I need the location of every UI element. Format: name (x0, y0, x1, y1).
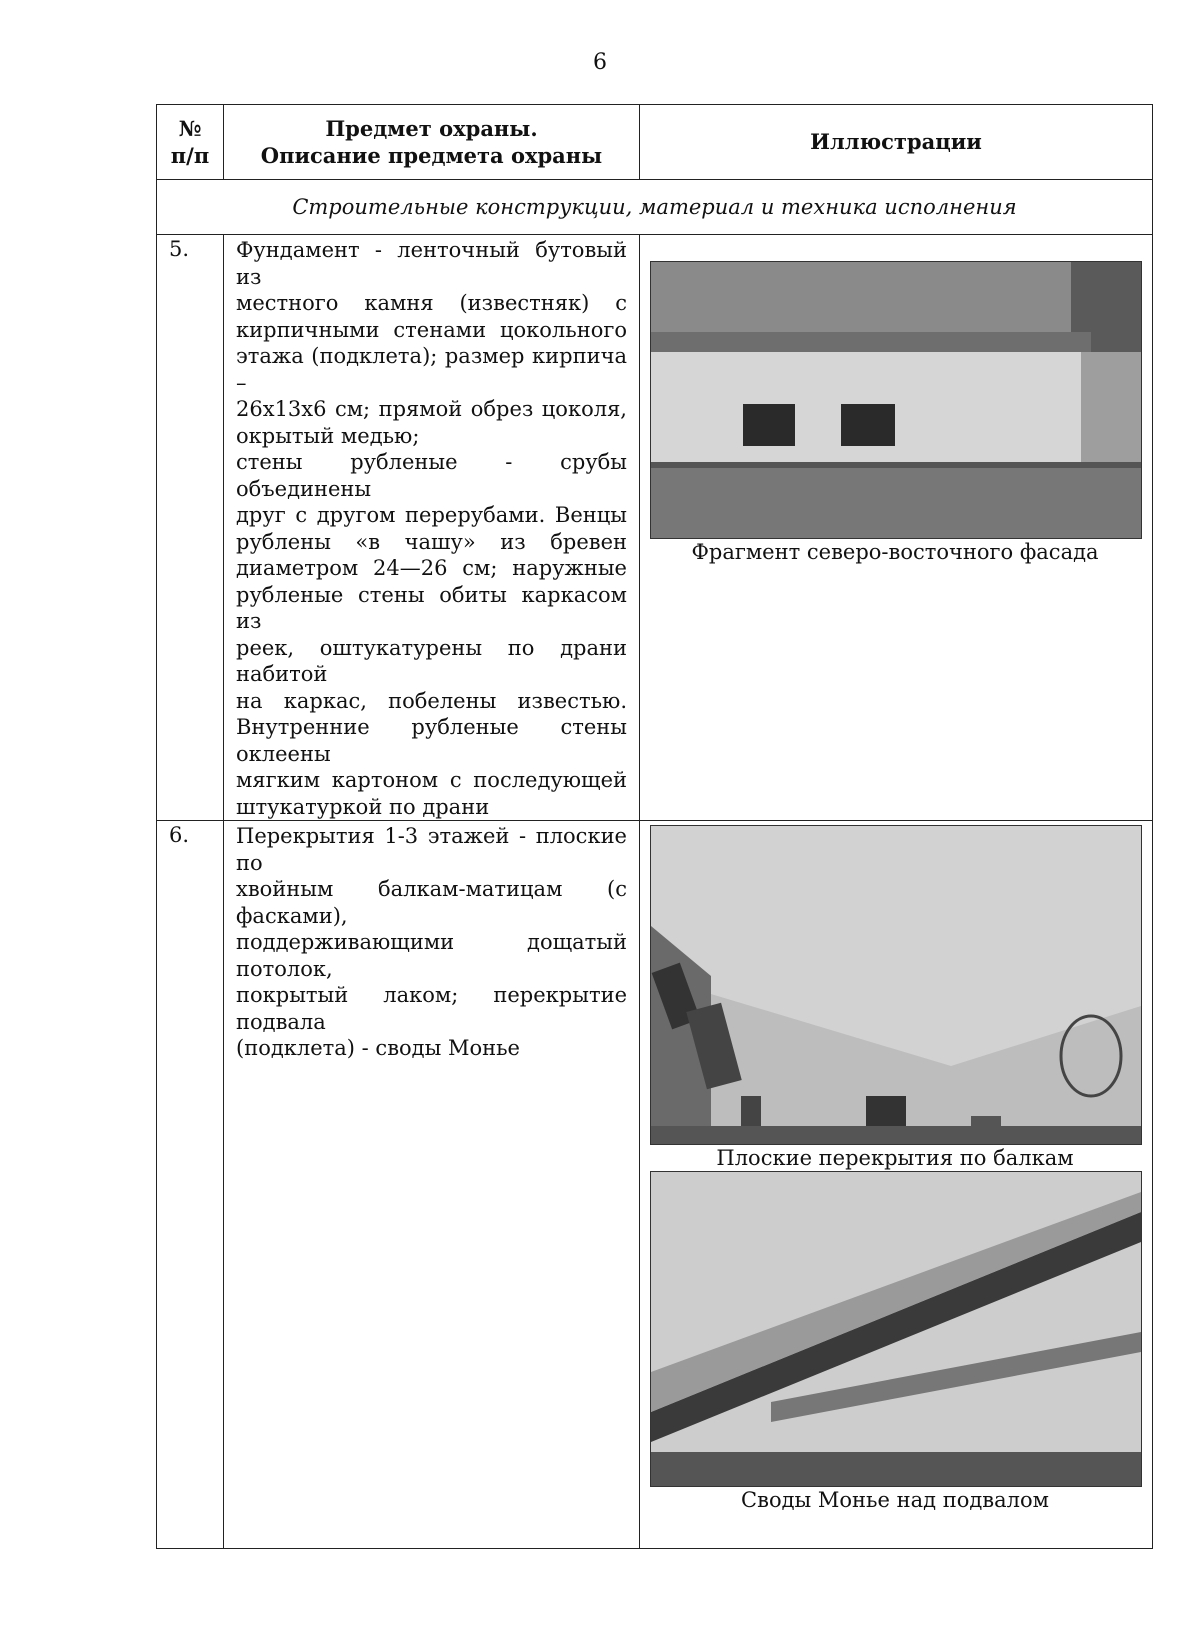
facade-photo (650, 261, 1142, 539)
description-line: хвойным балкам-матицам (с фасками), (236, 877, 627, 928)
description-line: окрытый медью; (236, 423, 420, 448)
illustration-caption: Фрагмент северо-восточного фасада (691, 540, 1099, 564)
row-number: 5. (157, 235, 224, 821)
header-number-line2: п/п (170, 143, 210, 168)
section-row (157, 180, 1153, 235)
description-line: друг с другом перерубами. Венцы (236, 503, 627, 527)
description-line: 26х13х6 см; прямой обрез цоколя, (236, 397, 627, 421)
page-number: 6 (593, 50, 607, 75)
table-row (157, 235, 1153, 821)
description-line: (подклета) - своды Монье (236, 1036, 520, 1060)
row-description (224, 821, 640, 1549)
header-subject-line1: Предмет охраны. (325, 115, 538, 141)
description-line: стены рубленые - срубы объединены (236, 450, 627, 501)
description-line: покрытый лаком; перекрытие подвала (236, 983, 627, 1034)
header-illustrations: Иллюстрации (640, 105, 1153, 180)
table-header-row (157, 105, 1153, 180)
monier-vaults-photo (650, 1171, 1142, 1487)
header-number (157, 105, 224, 180)
description-line: поддерживающими дощатый потолок, (236, 930, 627, 981)
description-line: Внутренние рубленые стены оклеены (236, 715, 627, 766)
protection-table (156, 104, 1153, 1549)
row-description (224, 235, 640, 821)
description-line: реек, оштукатурены по драни набитой (236, 635, 627, 686)
row-illustrations (640, 821, 1153, 1549)
header-number-line1: № (178, 115, 202, 141)
description-line: этажа (подклета); размер кирпича – (236, 344, 627, 395)
illustration-caption: Своды Монье над подвалом (741, 1488, 1049, 1512)
table-row (157, 821, 1153, 1549)
illustration-caption: Плоские перекрытия по балкам (716, 1146, 1074, 1170)
description-line: штукатуркой по драни (236, 794, 490, 819)
description-line: кирпичными стенами цокольного (236, 317, 627, 342)
description-line: рублены «в чашу» из бревен (236, 529, 627, 554)
description-line: на каркас, побелены известью. (236, 688, 627, 713)
row-illustrations (640, 235, 1153, 821)
description-line: Фундамент - ленточный бутовый из (236, 238, 627, 289)
header-subject-line2: Описание предмета охраны (260, 143, 603, 168)
ceiling-beams-photo (650, 825, 1142, 1145)
row-number: 6. (157, 821, 224, 1549)
description-line: мягким картоном с последующей (236, 768, 627, 792)
description-line: диаметром 24—26 см; наружные (236, 556, 627, 580)
description-line: Перекрытия 1-3 этажей - плоские по (236, 824, 627, 875)
section-title: Строительные конструкции, материал и техника исполнения (157, 180, 1153, 235)
description-line: местного камня (известняк) с (236, 291, 627, 315)
description-line: рубленые стены обиты каркасом из (236, 582, 627, 633)
header-subject (224, 105, 640, 180)
